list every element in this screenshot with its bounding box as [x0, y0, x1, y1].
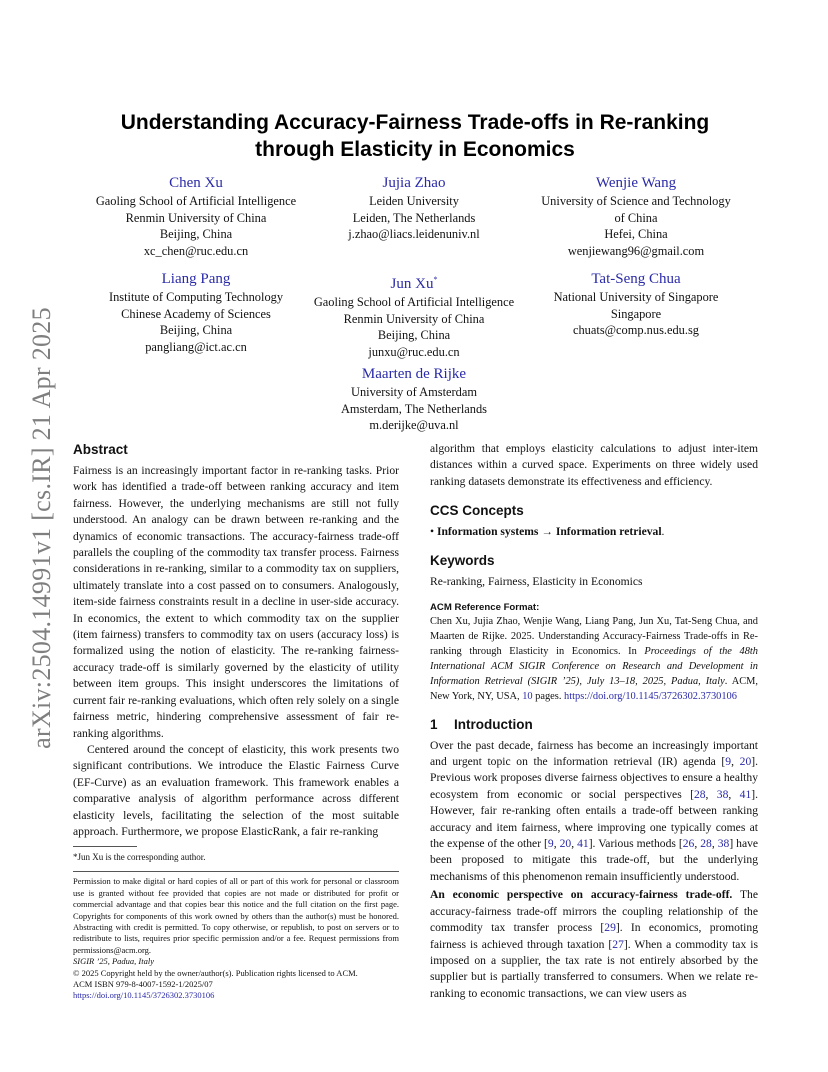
isbn-line: ACM ISBN 979-8-4007-1592-1/2025/07	[73, 979, 213, 989]
intro-text: ]. In economics, promoting fairness is achieved through taxation [	[430, 921, 758, 951]
author-block	[300, 175, 528, 243]
author-block	[520, 175, 752, 259]
citation[interactable]: 41	[739, 787, 752, 801]
author-name: Liang Pang	[161, 271, 231, 287]
citation[interactable]: 9	[725, 755, 732, 769]
author-name: Tat-Seng Chua	[591, 271, 681, 287]
venue-text: SIGIR ’25, Padua, Italy	[73, 956, 154, 967]
intro-heading	[430, 716, 758, 734]
title-line-1: Understanding Accuracy-Fairness Trade-offs in Re-ranking	[120, 111, 710, 134]
arxiv-id: arXiv:2504.14991v1 [cs.IR] 21 Apr 2025	[27, 306, 57, 749]
permission-block	[73, 871, 399, 1001]
ccs-item-b: Information retrieval	[555, 525, 662, 539]
author-affiliation: Leiden University	[369, 194, 459, 208]
citation[interactable]: 20	[559, 837, 572, 851]
section-number: 1	[430, 716, 438, 732]
paper-title	[80, 109, 750, 163]
section-title: Introduction	[454, 716, 533, 732]
author-affiliation: University of Amsterdam	[351, 385, 477, 399]
author-block	[300, 366, 528, 434]
author-email: m.derijke@uva.nl	[369, 418, 459, 432]
intro-text: Over the past decade, fairness has become an increasingly important and urgent topic on the information retrieval (IR) agenda [	[430, 738, 758, 769]
author-location: Beijing, China	[377, 328, 451, 342]
citation[interactable]: 20	[739, 755, 752, 769]
paragraph-lead: An economic perspective on accuracy-fairness trade-off.	[430, 888, 733, 902]
acm-ref-pages[interactable]: 10	[522, 690, 533, 702]
left-column	[73, 441, 399, 1002]
acm-reference	[430, 614, 758, 704]
corresponding-author-mark: *	[433, 275, 438, 284]
citation[interactable]: 38	[716, 787, 729, 801]
intro-paragraph-1: Over the past decade, fairness has become an increasingly important and urgent topic on the information retrieval (IR) agenda [9, 20]. Previous work proposes diverse fairness objectives to ensure a healthy ecosystem from economic or social perspectives [28, 38, 41]. However, fair re-ranking often entails a trade-off between ranking accuracy and item fairness, where improving one typically comes at the expense of the other [9, 20, 41]. Various methods [26, 28, 38] have been proposed to mitigate this trade-off, but the underlying mechanisms of this phenomenon remain insufficiently understood.	[430, 738, 759, 883]
abstract-paragraph-1: Fairness is an increasingly important factor in re-ranking tasks. Prior work has identified a trade-off between ranking accuracy and item fairness. However, the underlying mechanisms are still not fully understood. An analogy can be drawn between re-ranking and the dynamics of economic transactions. The accuracy-fairness trade-off parallels the coupling of the commodity tax transfer process. Fairness considerations in re-ranking, similar to a commodity tax on suppliers, ultimately translate into a cost passed on to consumers. Analogously, item-side fairness constraints result in a decline in user-side accuracy. In economics, the extent to which commodity tax on the supplier (item fairness) transfers to commodity tax on users (accuracy loss) is formalized using the notion of elasticity. The re-ranking fairness-accuracy trade-off is similarly governed by the elasticity of utility between item groups. This insight underscores the limitations of current fair re-ranking evaluations, which often rely solely on a single fairness metric, hindering comprehensive assessment of fair re-ranking algorithms.	[73, 464, 399, 740]
footnote-rule	[73, 846, 137, 847]
author-location: Beijing, China	[159, 227, 233, 241]
ccs-heading: CCS Concepts	[430, 503, 524, 519]
author-location: Singapore	[610, 306, 662, 321]
keywords-heading: Keywords	[430, 553, 495, 569]
citation[interactable]: 41	[577, 837, 589, 851]
author-affiliation: National University of Singapore	[553, 290, 719, 304]
right-column	[430, 441, 758, 1002]
abstract-heading: Abstract	[73, 442, 128, 457]
ccs-concepts	[430, 524, 758, 540]
author-affiliation: of China	[614, 210, 658, 225]
ccs-item-a: Information systems	[436, 525, 539, 539]
author-name: Maarten de Rijke	[361, 366, 467, 382]
intro-text: ]. Previous work proposes diverse fairness objectives to ensure a healthy ecosystem from economic or social perspectives [	[430, 755, 758, 801]
abstract-paragraph-2-continued: algorithm that employs elasticity calculations to adjust inter-item distances within a curved space. Experiments on three widely used ranking datasets demonstrate its effectiveness and efficiency.	[430, 442, 758, 488]
author-block	[520, 271, 752, 339]
author-name: Chen Xu	[169, 175, 223, 191]
author-block	[73, 271, 319, 355]
author-affiliation: Chinese Academy of Sciences	[121, 306, 271, 321]
intro-paragraph-2	[430, 887, 758, 1002]
citation[interactable]: 38	[717, 837, 730, 851]
author-affiliation: Renmin University of China	[125, 210, 267, 225]
acm-ref-heading: ACM Reference Format:	[430, 601, 540, 613]
author-email: wenjiewang96@gmail.com	[567, 243, 705, 258]
ccs-end: .	[661, 525, 665, 539]
author-block	[300, 271, 528, 360]
author-block	[73, 175, 319, 259]
citation[interactable]: 9	[547, 837, 554, 851]
arxiv-sidebar-stamp	[22, 295, 62, 760]
citation[interactable]: 29	[604, 921, 616, 935]
intro-text: ]. Various methods [	[588, 837, 683, 851]
acm-ref-text-3: pages.	[532, 690, 565, 702]
author-location: Beijing, China	[159, 323, 233, 337]
ccs-bullet: •	[430, 525, 435, 539]
author-name: Wenjie Wang	[595, 175, 677, 191]
intro-text: The accuracy-fairness trade-off mirrors the coupling relationship of the commodity tax transfer process [	[430, 888, 759, 935]
author-location: Leiden, The Netherlands	[352, 210, 476, 225]
intro-text: ]. However, fair re-ranking often entails a trade-off between ranking accuracy and item fairness, where improving one typically comes at the expense of the other [	[430, 787, 759, 851]
author-affiliation: Renmin University of China	[343, 311, 485, 326]
abstract-paragraph-2: Centered around the concept of elasticity, this work presents two significant contributions. We introduce the Elastic Fairness Curve (EF-Curve) as an evaluation framework. This framework enables a comparative analysis of algorithm performance across different elasticity levels, facilitating the selection of the most suitable approach. Furthermore, we propose ElasticRank, a fair re-ranking	[73, 742, 399, 838]
footnote: *Jun Xu is the corresponding author.	[73, 852, 206, 863]
author-name	[300, 271, 528, 293]
citation[interactable]: 27	[612, 937, 624, 951]
copyright-line: © 2025 Copyright held by the owner/author(s). Publication rights licensed to ACM.	[73, 967, 358, 978]
author-affiliation: Gaoling School of Artificial Intelligence	[313, 295, 515, 309]
acm-ref-doi-link[interactable]: https://doi.org/10.1145/3726302.3730106	[564, 690, 737, 702]
permission-text: Permission to make digital or hard copies of all or part of this work for personal or classroom use is granted without fee provided that copies are not made or distributed for profit or commercial advantage and that copies bear this notice and the full citation on the first page. Copyrights for components of this work owned by others than the author(s) must be honored. Abstracting with credit is permitted. To copy otherwise, or republish, to post on servers or to redistribute to lists, requires prior specific permission and/or a fee. Request permissions from permissions@acm.org.	[73, 876, 399, 955]
author-affiliation: University of Science and Technology	[541, 194, 731, 208]
doi-link[interactable]: https://doi.org/10.1145/3726302.3730106	[73, 990, 215, 1001]
author-email: xc_chen@ruc.edu.cn	[143, 243, 249, 258]
intro-text: ]. When a commodity tax is imposed on a supplier, the tax rate is not entirely absorbed by the supplier but is partially transferred to consumers. When we relate re-ranking to economic transactions, we can view users as	[430, 937, 758, 1000]
ccs-arrow: →	[541, 525, 553, 539]
title-line-2: through Elasticity in Economics	[255, 138, 575, 161]
author-email: chuats@comp.nus.edu.sg	[572, 323, 699, 337]
keywords-text: Re-ranking, Fairness, Elasticity in Economics	[430, 575, 643, 589]
author-affiliation: Institute of Computing Technology	[108, 290, 284, 304]
venue-line	[73, 956, 399, 967]
citation[interactable]: 26	[682, 837, 695, 851]
author-email: j.zhao@liacs.leidenuniv.nl	[348, 227, 480, 241]
citation[interactable]: 28	[693, 787, 706, 801]
author-location: Amsterdam, The Netherlands	[340, 401, 487, 416]
acm-ref-text-2: . ACM, New York, NY, USA,	[430, 675, 758, 702]
author-location: Hefei, China	[604, 227, 668, 241]
author-name-text: Jun Xu	[390, 276, 434, 292]
citation[interactable]: 28	[700, 837, 712, 851]
author-email: junxu@ruc.edu.cn	[368, 344, 460, 359]
author-email: pangliang@ict.ac.cn	[145, 339, 247, 354]
acm-ref-venue: Proceedings of the 48th International ACM SIGIR Conference on Research and Development in Information Retrieval (SIGIR ’25), July 13–18, 2025, Padua, Italy	[430, 645, 758, 687]
acm-ref-text-1: Chen Xu, Jujia Zhao, Wenjie Wang, Liang Pang, Jun Xu, Tat-Seng Chua, and Maarten de Rijke. 2025. Understanding Accuracy-Fairness Trade-offs in Re-ranking through Elasticity in Economics. In	[430, 615, 758, 657]
intro-text: ] have been proposed to mitigate this trade-off, but the underlying mechanisms of this phenomenon remain insufficiently understood.	[430, 837, 759, 883]
author-affiliation: Gaoling School of Artificial Intelligence	[95, 194, 297, 208]
author-name: Jujia Zhao	[382, 175, 446, 191]
